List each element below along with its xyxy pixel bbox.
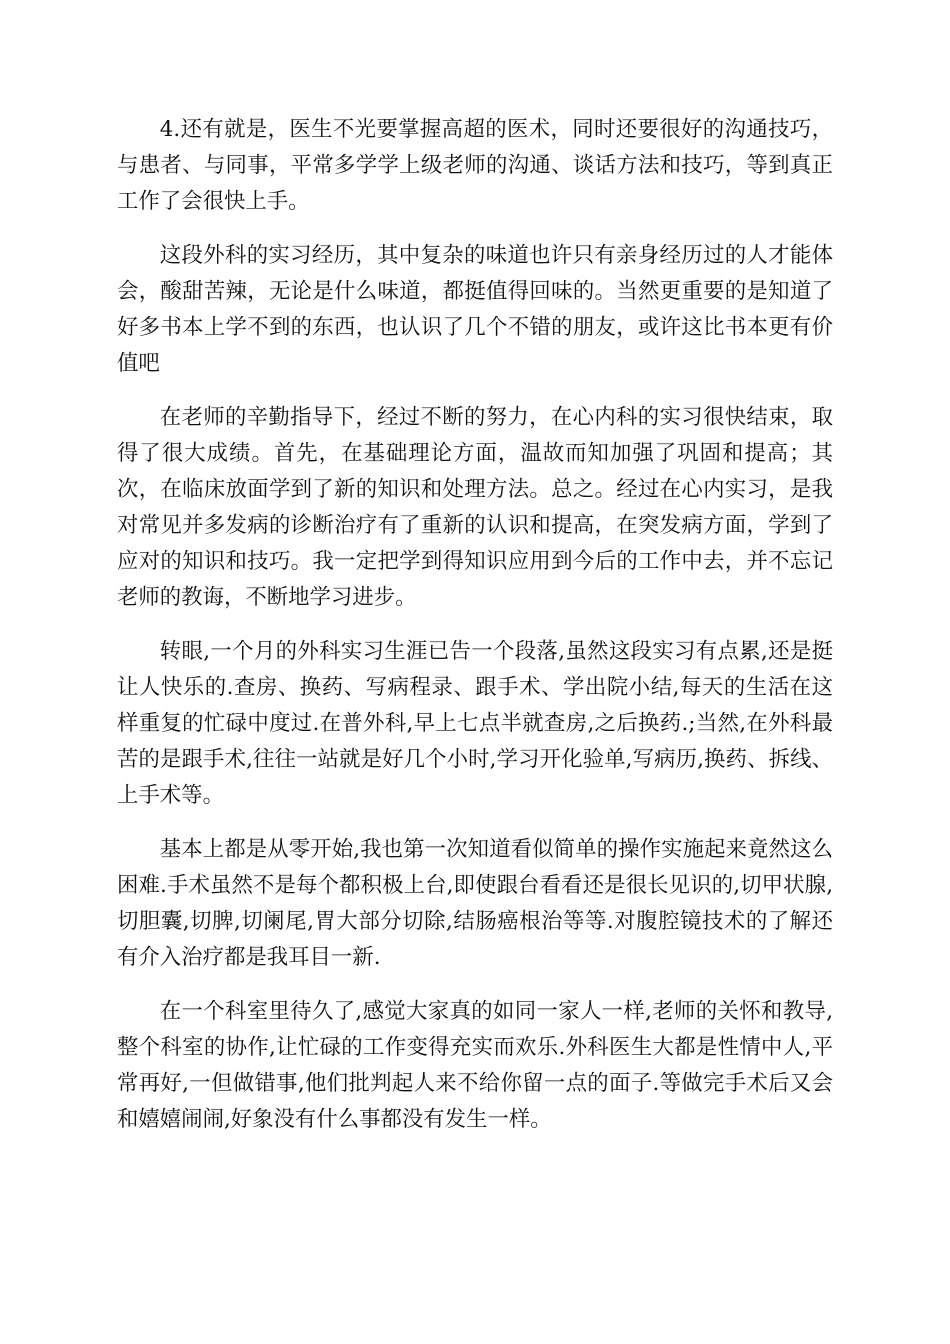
paragraph-4: 转眼,一个月的外科实习生涯已告一个段落,虽然这段实习有点累,还是挺让人快乐的.查房、换药、写病程录、跟手术、学出院小结,每天的生活在这样重复的忙碌中度过.在普外科,早上七点半就查房,之后换药.;当然,在外科最苦的是跟手术,往往一站就是好几个小时,学习开化验单,写病历,换药、拆线、上手术等。 [117,639,833,808]
paragraph-5: 基本上都是从零开始,我也第一次知道看似简单的操作实施起来竟然这么困难.手术虽然不是每个都积极上台,即使跟台看看还是很长见识的,切甲状腺,切胆囊,切脾,切阑尾,胃大部分切除,结肠癌根治等等.对腹腔镜技术的了解还有介入治疗都是我耳目一新. [117,837,833,970]
paragraph-1: 4.还有就是，医生不光要掌握高超的医术，同时还要很好的沟通技巧，与患者、与同事，平常多学学上级老师的沟通、谈话方法和技巧，等到真正工作了会很快上手。 [117,117,833,214]
document-page [117,112,833,1156]
paragraph-3: 在老师的辛勤指导下，经过不断的努力，在心内科的实习很快结束，取得了很大成绩。首先，在基础理论方面，温故而知加强了巩固和提高；其次，在临床放面学到了新的知识和处理方法。总之。经过在心内实习，是我对常见并多发病的诊断治疗有了重新的认识和提高，在突发病方面，学到了应对的知识和技巧。我一定把学到得知识应用到今后的工作中去，并不忘记老师的教诲，不断地学习进步。 [117,405,833,610]
paragraph-6: 在一个科室里待久了,感觉大家真的如同一家人一样,老师的关怀和教导,整个科室的协作,让忙碌的工作变得充实而欢乐.外科医生大都是性情中人,平常再好,一但做错事,他们批判起人来不给你留一点的面子.等做完手术后又会和嬉嬉闹闹,好象没有什么事都没有发生一样。 [117,999,833,1132]
paragraph-2: 这段外科的实习经历，其中复杂的味道也许只有亲身经历过的人才能体会，酸甜苦辣，无论是什么味道，都挺值得回味的。当然更重要的是知道了好多书本上学不到的东西，也认识了几个不错的朋友，或许这比书本更有价值吧 [117,243,833,376]
